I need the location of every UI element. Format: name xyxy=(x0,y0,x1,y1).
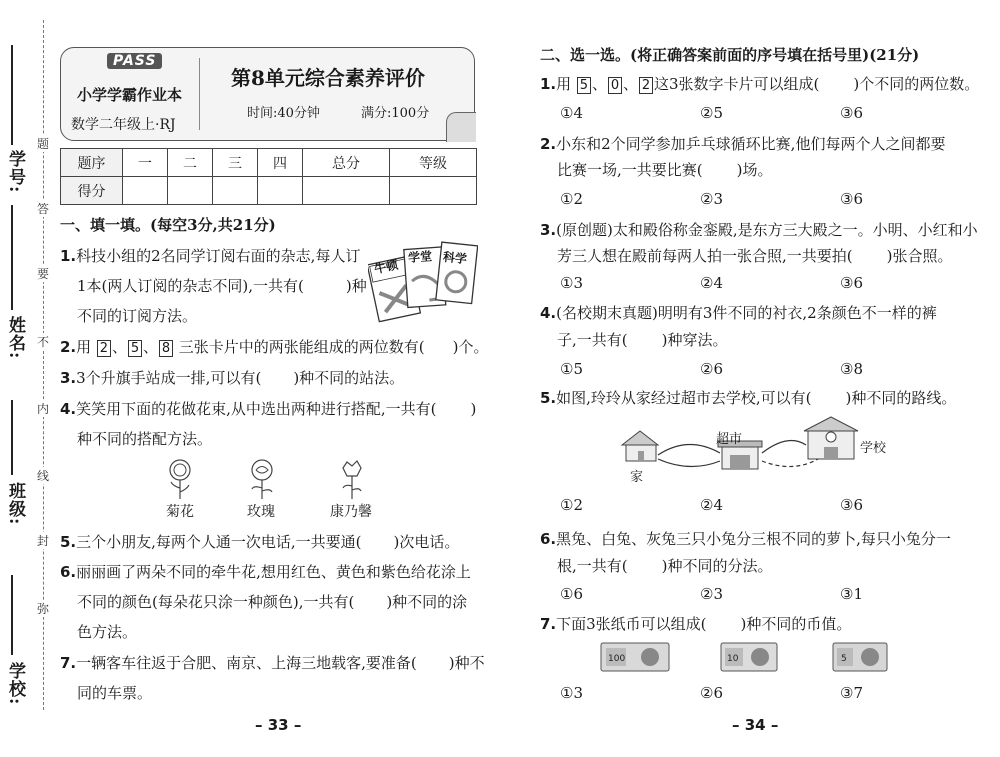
s1-q1-line3 xyxy=(77,306,197,326)
question-number: 6. xyxy=(60,563,77,581)
digit-card: 2 xyxy=(639,77,653,94)
question-text: )种 xyxy=(345,277,367,295)
option[interactable]: ②5 xyxy=(700,104,723,122)
banknote-icon xyxy=(600,642,670,672)
question-text: 小东和2个同学参加乒乓球循环比赛,他们每两个人之间都要 xyxy=(556,135,946,153)
home-icon xyxy=(622,431,658,461)
id-label: 学号: xyxy=(5,150,25,194)
question-text: )种不 xyxy=(448,654,485,672)
table-header-cell: 题序 xyxy=(61,149,123,177)
question-text: 三张卡片中的两张能组成的两位数有( xyxy=(178,338,425,356)
table-header-cell: 三 xyxy=(213,149,258,177)
option[interactable]: ③1 xyxy=(840,585,863,603)
page-number-left: – 33 – xyxy=(255,716,302,734)
question-text: 笑笑用下面的花做花束,从中选出两种进行搭配,一共有( xyxy=(76,400,437,418)
option[interactable]: ③6 xyxy=(840,104,863,122)
option[interactable]: ③6 xyxy=(840,496,863,514)
flower-label: 玫瑰 xyxy=(247,504,275,520)
question-number: 5. xyxy=(60,533,77,551)
s1-q4-line2 xyxy=(77,429,212,449)
s2-q5 xyxy=(540,388,956,408)
option[interactable]: ①6 xyxy=(560,585,583,603)
school-icon xyxy=(804,417,858,459)
name-line[interactable] xyxy=(11,205,13,310)
s1-q1-line2 xyxy=(77,276,367,296)
option[interactable]: ②6 xyxy=(700,684,723,702)
question-text: )场。 xyxy=(736,161,773,179)
digit-card: 2 xyxy=(97,340,111,357)
pass-logo: PASS xyxy=(107,53,162,69)
question-number: 7. xyxy=(540,615,557,633)
question-text: )种穿法。 xyxy=(661,331,728,349)
question-text: 3个升旗手站成一排,可以有( xyxy=(76,369,262,387)
question-text: 这3张数字卡片可以组成( xyxy=(653,75,820,93)
question-text: 子,一共有( xyxy=(557,331,628,349)
time-limit: 时间:40分钟 xyxy=(247,106,320,121)
s2-q6-line1 xyxy=(540,529,951,549)
option[interactable]: ①3 xyxy=(560,684,583,702)
chrysanthemum-icon xyxy=(165,458,195,500)
seal-char: 答 xyxy=(34,200,52,217)
rose-icon xyxy=(247,458,277,500)
s1-q7-line2 xyxy=(77,683,152,703)
question-number: 5. xyxy=(540,389,557,407)
s2-q3-line1 xyxy=(540,220,978,240)
full-score: 满分:100分 xyxy=(361,106,430,121)
page-fold-corner xyxy=(446,112,476,142)
option[interactable]: ①4 xyxy=(560,104,583,122)
question-text: )个。 xyxy=(452,338,489,356)
s2-q1: 1.用 5 、 0 、 2 这3张数字卡片可以组成( )个不同的两位数。 xyxy=(540,75,980,93)
score-cell[interactable] xyxy=(390,177,477,205)
question-text: )种不同的分法。 xyxy=(661,557,773,575)
question-text: 下面3张纸币可以组成( xyxy=(556,615,707,633)
question-text: 1本(两人订阅的杂志不同),一共有( xyxy=(77,277,304,295)
seal-char: 封 xyxy=(34,532,52,549)
class-label: 班级: xyxy=(5,482,25,526)
map-label-home: 家 xyxy=(630,470,644,485)
s1-q1-line1 xyxy=(60,246,360,266)
score-cell[interactable] xyxy=(168,177,213,205)
question-text: 科技小组的2名同学订阅右面的杂志,每人订 xyxy=(76,247,361,265)
option[interactable]: ①3 xyxy=(560,274,583,292)
question-text: )种不同的涂 xyxy=(386,593,468,611)
s2-q6-line2 xyxy=(557,556,772,576)
seal-char: 弥 xyxy=(34,600,52,617)
s2-q2-line2 xyxy=(557,160,772,180)
option[interactable]: ①2 xyxy=(560,190,583,208)
question-text: 根,一共有( xyxy=(557,557,628,575)
s2-q3-line2 xyxy=(557,246,952,266)
magazine-label: 学堂 xyxy=(407,249,433,265)
seal-char: 不 xyxy=(34,333,52,350)
banknote-value: 100 xyxy=(608,654,626,664)
question-text: 种不同的搭配方法。 xyxy=(77,430,213,448)
question-text: )种不同的币值。 xyxy=(740,615,852,633)
magazine-label: 科学 xyxy=(442,249,468,267)
question-text: )个不同的两位数。 xyxy=(853,75,980,93)
s2-q4-line2 xyxy=(557,330,727,350)
s1-q6-line2 xyxy=(77,592,467,612)
score-cell[interactable] xyxy=(303,177,390,205)
question-text: 黑兔、白兔、灰兔三只小兔分三根不同的萝卜,每只小兔分一 xyxy=(556,530,951,548)
flower-label: 菊花 xyxy=(166,504,194,520)
s1-q6-line3 xyxy=(77,622,137,642)
section2-title: 二、选一选。(将正确答案前面的序号填在括号里)(21分) xyxy=(540,46,920,64)
question-text: 不同的订阅方法。 xyxy=(77,307,198,325)
s2-q7 xyxy=(540,614,851,634)
id-line[interactable] xyxy=(11,45,13,145)
question-text: 比赛一场,一共要比赛( xyxy=(557,161,703,179)
flower-label: 康乃馨 xyxy=(330,504,372,520)
question-number: 3. xyxy=(540,221,557,239)
carnation-icon xyxy=(337,458,367,500)
option[interactable]: ①2 xyxy=(560,496,583,514)
question-number: 4. xyxy=(540,304,557,322)
banknote-value: 10 xyxy=(727,654,739,664)
question-text: 同的车票。 xyxy=(77,684,153,702)
s2-q2-line1 xyxy=(540,134,945,154)
question-text: 用 xyxy=(76,338,92,356)
s1-q3 xyxy=(60,368,404,388)
s1-q4-line1 xyxy=(60,399,476,419)
table-header-cell: 总分 xyxy=(303,149,390,177)
seal-char: 要 xyxy=(34,265,52,282)
s2-q4-line1 xyxy=(540,303,937,323)
question-text: )张合照。 xyxy=(886,247,953,265)
seal-char: 内 xyxy=(34,400,52,417)
question-text: 三个小朋友,每两个人通一次电话,一共要通( xyxy=(76,533,362,551)
option[interactable]: ②3 xyxy=(700,190,723,208)
option[interactable]: ②3 xyxy=(700,585,723,603)
page-number-right: – 34 – xyxy=(732,716,779,734)
question-number: 1. xyxy=(60,247,77,265)
seal-char: 题 xyxy=(34,135,52,152)
question-text: )种不同的站法。 xyxy=(293,369,405,387)
option[interactable]: ③7 xyxy=(840,684,863,702)
score-table xyxy=(60,148,477,205)
question-number: 4. xyxy=(60,400,77,418)
option[interactable]: ②4 xyxy=(700,274,723,292)
brand-title: 小学学霸作业本 xyxy=(77,86,183,104)
question-number: 6. xyxy=(540,530,557,548)
s1-q7-line1 xyxy=(60,653,485,673)
digit-card: 8 xyxy=(159,340,173,357)
banknote-icon xyxy=(832,642,888,672)
table-header-cell: 等级 xyxy=(390,149,477,177)
row-label: 得分 xyxy=(61,177,123,205)
question-text: 芳三人想在殿前每两人拍一张合照,一共要拍( xyxy=(557,247,853,265)
digit-card: 0 xyxy=(608,77,622,94)
question-text: 色方法。 xyxy=(77,623,138,641)
name-label: 姓名: xyxy=(5,316,25,360)
book-title: 数学二年级上·RJ xyxy=(71,117,176,133)
school-line[interactable] xyxy=(11,575,13,655)
option[interactable]: ②6 xyxy=(700,360,723,378)
header-divider xyxy=(199,58,200,130)
digit-card: 5 xyxy=(577,77,591,94)
banknote-icon xyxy=(720,642,778,672)
question-text: (名校期末真题)明明有3件不同的衬衣,2条颜色不一样的裤 xyxy=(556,304,937,322)
option[interactable]: ③6 xyxy=(840,190,863,208)
option[interactable]: ②4 xyxy=(700,496,723,514)
school-label: 学校: xyxy=(5,662,25,706)
header-card xyxy=(60,47,475,141)
question-number: 2. xyxy=(540,135,557,153)
digit-card: 5 xyxy=(128,340,142,357)
table-header-cell: 四 xyxy=(258,149,303,177)
seal-char: 线 xyxy=(34,467,52,484)
question-text: (原创题)太和殿俗称金銮殿,是东方三大殿之一。小明、小红和小 xyxy=(556,221,978,239)
question-number: 7. xyxy=(60,654,77,672)
question-text: 用 xyxy=(556,75,572,93)
section1-title: 一、填一填。(每空3分,共21分) xyxy=(60,216,276,234)
question-text: 一辆客车往返于合肥、南京、上海三地载客,要准备( xyxy=(76,654,417,672)
table-header-cell: 一 xyxy=(123,149,168,177)
question-text: )次电话。 xyxy=(393,533,460,551)
class-line[interactable] xyxy=(11,400,13,475)
s1-q5 xyxy=(60,532,459,552)
question-number: 2. xyxy=(60,338,77,356)
banknote-value: 5 xyxy=(841,654,847,664)
unit-title: 第8单元综合素养评价 xyxy=(231,66,425,90)
s1-q6-line1 xyxy=(60,562,471,582)
question-text: 如图,玲玲从家经过超市去学校,可以有( xyxy=(556,389,812,407)
question-text: 丽丽画了两朵不同的牵牛花,想用红色、黄色和紫色给花涂上 xyxy=(76,563,471,581)
option[interactable]: ③6 xyxy=(840,274,863,292)
magazine-label: 牛顿 xyxy=(372,257,400,277)
s1-q2: 2.用 2 、 5 、 8 三张卡片中的两张能组成的两位数有( )个。 xyxy=(60,338,489,356)
option[interactable]: ①5 xyxy=(560,360,583,378)
question-text: )种不同的路线。 xyxy=(845,389,957,407)
map-label-market: 超市 xyxy=(716,432,743,447)
map-label-school: 学校 xyxy=(860,441,887,456)
question-number: 3. xyxy=(60,369,77,387)
question-text: 不同的颜色(每朵花只涂一种颜色),一共有( xyxy=(77,593,355,611)
question-text: ) xyxy=(470,400,477,418)
score-table-header-row xyxy=(61,149,477,177)
option[interactable]: ③8 xyxy=(840,360,863,378)
table-header-cell: 二 xyxy=(168,149,213,177)
question-number: 1. xyxy=(540,75,557,93)
route-map xyxy=(618,415,890,485)
score-cell[interactable] xyxy=(213,177,258,205)
score-cell[interactable] xyxy=(258,177,303,205)
score-cell[interactable] xyxy=(123,177,168,205)
score-table-row xyxy=(61,177,477,205)
